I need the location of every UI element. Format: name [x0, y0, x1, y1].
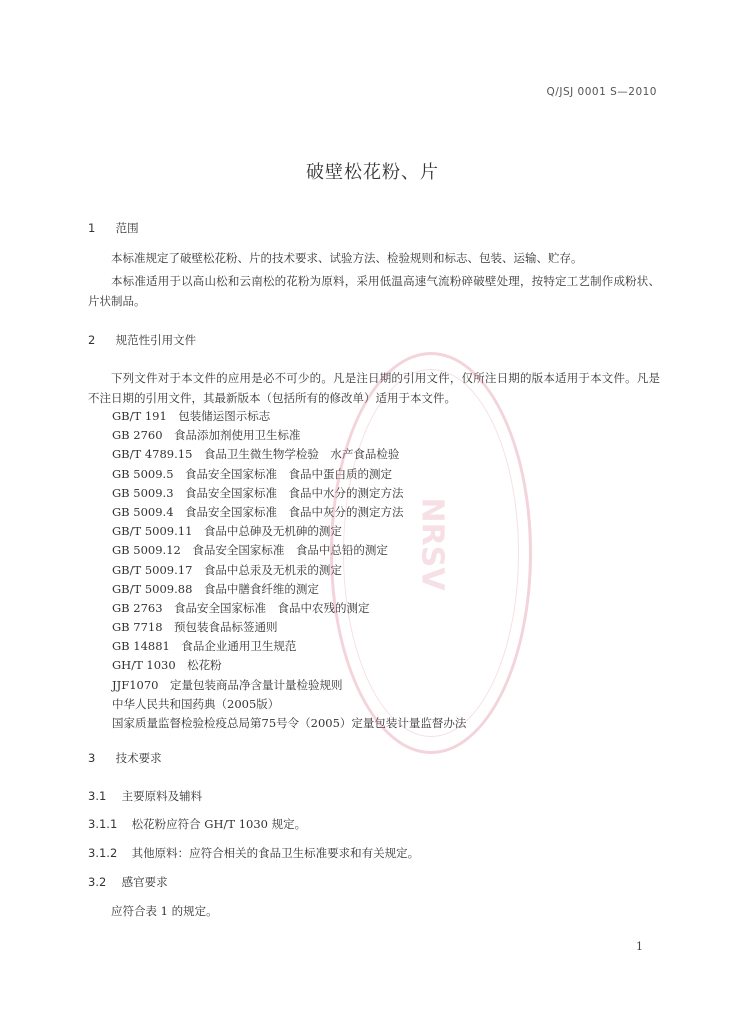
- clause-3-1-1: [88, 816, 306, 832]
- reference-item: GB 5009.3 食品安全国家标准 食品中水分的测定方法: [112, 485, 404, 500]
- reference-item: GB 5009.12 食品安全国家标准 食品中总铅的测定: [112, 543, 388, 558]
- reference-item: 中华人民共和国药典（2005版）: [112, 696, 280, 711]
- clause-3-1-2: [88, 845, 419, 861]
- reference-item: GB 14881 食品企业通用卫生规范: [112, 639, 297, 654]
- section-number: 3.1: [88, 789, 107, 803]
- reference-item: GB/T 191 包装储运图示标志: [112, 409, 271, 423]
- clause-text: 其他原料：应符合相关的食品卫生标准要求和有关规定。: [131, 846, 420, 860]
- clause-number: 3.1.1: [88, 817, 118, 831]
- seal-text: NRSV: [414, 497, 450, 591]
- reference-item: GB 5009.5 食品安全国家标准 食品中蛋白质的测定: [112, 466, 393, 481]
- reference-list: [112, 407, 466, 733]
- section-title: 规范性引用文件: [115, 333, 197, 347]
- page-number: 1: [636, 940, 643, 953]
- standard-code: Q/JSJ 0001 S—2010: [546, 86, 657, 98]
- section-3-1-heading: [88, 788, 202, 804]
- section-number: 3.2: [88, 875, 107, 889]
- section-number: 3: [88, 751, 96, 765]
- reference-item: GB/T 5009.17 食品中总汞及无机汞的测定: [112, 562, 342, 577]
- section-3-2-heading: [88, 874, 168, 890]
- scope-paragraph-1: 本标准规定了破壁松花粉、片的技术要求、试验方法、检验规则和标志、包装、运输、贮存。: [111, 251, 583, 265]
- section-1-heading: [88, 220, 139, 236]
- reference-item: GB/T 5009.11 食品中总砷及无机砷的测定: [112, 524, 342, 539]
- section-2-heading: [88, 332, 196, 348]
- reference-item: 国家质量监督检验检疫总局第75号令（2005）定量包装计量监督办法: [112, 716, 467, 730]
- reference-item: GB 5009.4 食品安全国家标准 食品中灰分的测定方法: [112, 504, 404, 519]
- section-title: 感官要求: [121, 875, 168, 889]
- section-3-heading: [88, 750, 162, 766]
- reference-item: GB 2763 食品安全国家标准 食品中农残的测定: [112, 600, 370, 615]
- reference-item: GB 7718 预包装食品标签通则: [112, 620, 278, 635]
- section-number: 2: [88, 333, 96, 347]
- section-number: 1: [88, 221, 96, 235]
- section-title: 主要原料及辅料: [121, 789, 203, 803]
- clause-3-2-text: 应符合表 1 的规定。: [111, 904, 218, 918]
- reference-item: GB 2760 食品添加剂使用卫生标准: [112, 428, 301, 443]
- reference-item: GB/T 5009.88 食品中膳食纤维的测定: [112, 581, 319, 596]
- section-title: 范围: [115, 221, 139, 235]
- scope-paragraph-2: 本标准适用于以高山松和云南松的花粉为原料，采用低温高速气流粉碎破壁处理，按特定工艺制作成粉状、片状制品。: [88, 274, 660, 308]
- reference-item: JJF1070 定量包装商品净含量计量检验规则: [112, 677, 343, 692]
- reference-item: GH/T 1030 松花粉: [112, 658, 222, 673]
- references-intro: 下列文件对于本文件的应用是必不可少的。凡是注日期的引用文件，仅所注日期的版本适用于本文件。凡是不注日期的引用文件，其最新版本（包括所有的修改单）适用于本文件。: [88, 371, 660, 405]
- clause-text: 松花粉应符合 GH/T 1030 规定。: [131, 817, 307, 831]
- reference-item: GB/T 4789.15 食品卫生微生物学检验 水产食品检验: [112, 447, 400, 462]
- clause-number: 3.1.2: [88, 846, 118, 860]
- document-title: 破壁松花粉、片: [306, 162, 439, 183]
- section-title: 技术要求: [115, 751, 162, 765]
